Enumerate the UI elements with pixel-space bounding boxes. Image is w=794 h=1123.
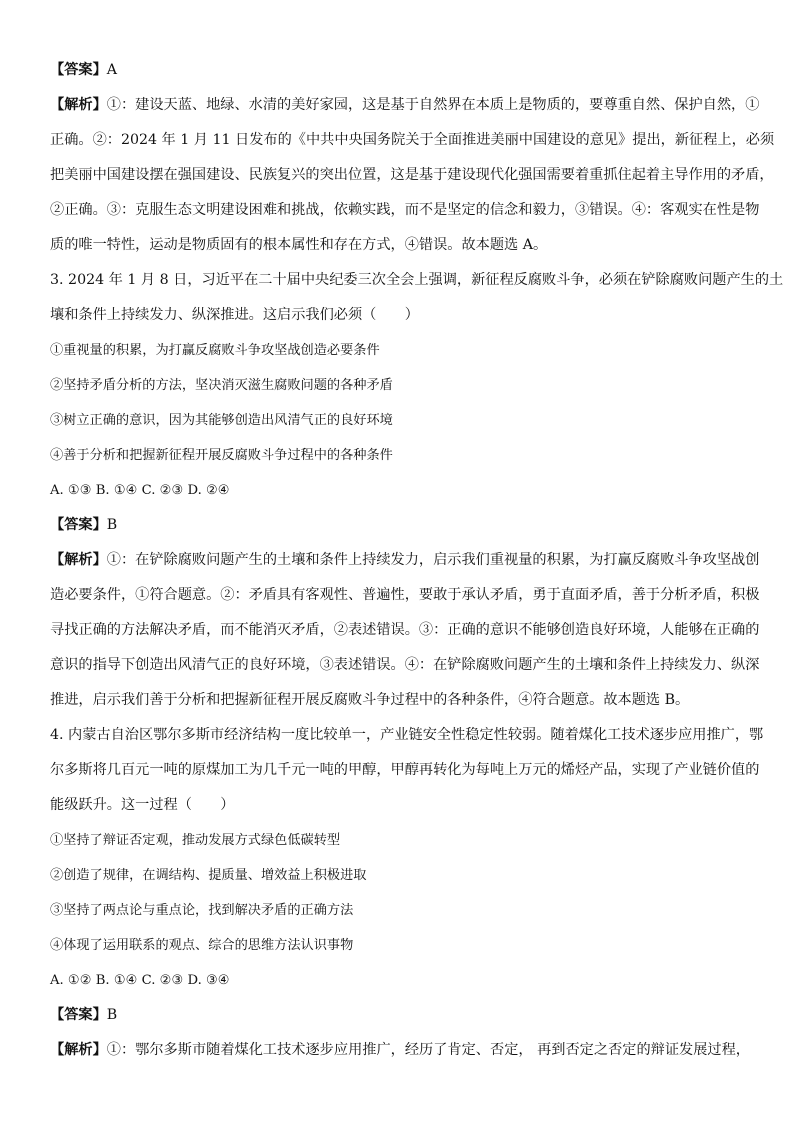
analysis-line: 正确。②：2024 年 1 月 11 日发布的《中共中央国务院关于全面推进美丽中国建设的意见》提出，新征程上，必须: [50, 132, 775, 148]
analysis-line: ②正确。③：克服生态文明建设困难和挑战，依赖实践，而不是坚定的信念和毅力，③错误。④：客观实在性是物: [50, 202, 760, 218]
question-option: ③树立正确的意识，因为其能够创造出风清气正的良好环境: [50, 413, 393, 428]
question-stem-line: 3. 2024 年 1 月 8 日，习近平在二十届中央纪委三次全会上强调，新征程反腐败斗争，必须在铲除腐败问题产生的土: [50, 272, 784, 288]
analysis-tag: 【解析】: [50, 1042, 107, 1058]
analysis-line: 把美丽中国建设摆在强国建设、民族复兴的突出位置，这是基于建设现代化强国需要着重抓住起着主导作用的矛盾，: [50, 167, 774, 183]
answer-tag: 【答案】: [50, 62, 107, 78]
question-stem-line: 壤和条件上持续发力、纵深推进。这启示我们必须（ ）: [50, 307, 419, 323]
analysis-block-q4: [50, 1033, 750, 1068]
analysis-line: 意识的指导下创造出风清气正的良好环境，③表述错误。④：在铲除腐败问题产生的土壤和条件上持续发力、纵深: [50, 657, 760, 673]
question-stem-line: 4. 内蒙古自治区鄂尔多斯市经济结构一度比较单一，产业链安全性稳定性较弱。随着煤化工技术逐步应用推广，鄂: [50, 727, 764, 743]
document-page: [50, 53, 784, 1068]
question-option: ②坚持矛盾分析的方法，坚决消灭滋生腐败问题的各种矛盾: [50, 378, 393, 393]
question-choices: A. ①② B. ①④ C. ②③ D. ③④: [50, 973, 230, 988]
analysis-line: 【解析】①：在铲除腐败问题产生的土壤和条件上持续发力，启示我们重视量的积累，为打赢反腐败斗争攻坚战创: [50, 552, 760, 568]
answer-line-q2: [50, 53, 750, 88]
question-4: [50, 718, 764, 998]
answer-line-q3: [50, 508, 750, 543]
analysis-block-q3: [50, 543, 760, 718]
answer-line-q4: [50, 998, 750, 1033]
question-option: ④体现了运用联系的观点、综合的思维方法认识事物: [50, 938, 354, 953]
analysis-line: 【解析】①：建设天蓝、地绿、水清的美好家园，这是基于自然界在本质上是物质的，要尊重自然、保护自然，①: [50, 97, 760, 113]
question-stem-line: 能级跃升。这一过程（ ）: [50, 797, 235, 813]
analysis-line: 质的唯一特性，运动是物质固有的根本属性和存在方式，④错误。故本题选 A。: [50, 237, 548, 253]
answer-value: A: [106, 62, 118, 78]
analysis-line: 【解析】①：鄂尔多斯市随着煤化工技术逐步应用推广，经历了肯定、否定， 再到否定之否定的辩证发展过程，: [50, 1042, 750, 1058]
question-option: ②创造了规律，在调结构、提质量、增效益上积极进取: [50, 868, 367, 883]
analysis-tag: 【解析】: [50, 97, 107, 113]
analysis-line: 寻找正确的方法解决矛盾，而不能消灭矛盾，②表述错误。③：正确的意识不能够创造良好环境，人能够在正确的: [50, 622, 760, 638]
answer-tag: 【答案】: [50, 517, 107, 533]
question-3: [50, 263, 784, 508]
question-option: ①坚持了辩证否定观，推动发展方式绿色低碳转型: [50, 833, 341, 848]
question-choices: A. ①③ B. ①④ C. ②③ D. ②④: [50, 483, 230, 498]
analysis-line: 推进，启示我们善于分析和把握新征程开展反腐败斗争过程中的各种条件，④符合题意。故本题选 B。: [50, 692, 690, 708]
question-option: ④善于分析和把握新征程开展反腐败斗争过程中的各种条件: [50, 448, 393, 463]
analysis-block-q2: [50, 88, 775, 263]
question-stem-line: 尔多斯将几百元一吨的原煤加工为几千元一吨的甲醇，甲醇再转化为每吨上万元的烯烃产品，实现了产业链价值的: [50, 762, 760, 778]
answer-value: B: [106, 1007, 118, 1023]
analysis-line: 造必要条件，①符合题意。②：矛盾具有客观性、普遍性，要敢于承认矛盾，勇于直面矛盾，善于分析矛盾，积极: [50, 587, 760, 603]
question-option: ③坚持了两点论与重点论，找到解决矛盾的正确方法: [50, 903, 354, 918]
analysis-tag: 【解析】: [50, 552, 107, 568]
answer-tag: 【答案】: [50, 1007, 107, 1023]
question-option: ①重视量的积累，为打赢反腐败斗争攻坚战创造必要条件: [50, 343, 380, 358]
answer-value: B: [106, 517, 118, 533]
